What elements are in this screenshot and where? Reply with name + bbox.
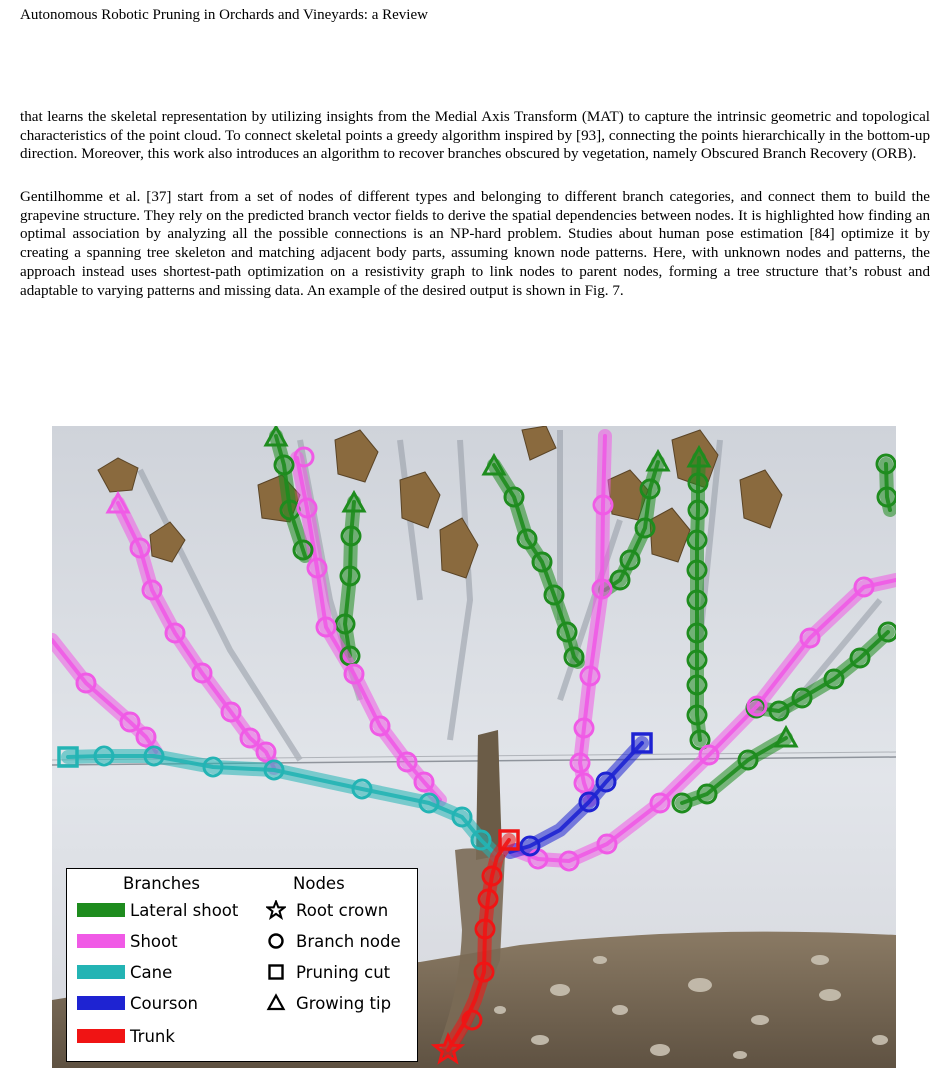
figure-legend	[66, 868, 418, 1062]
legend-label: Lateral shoot	[130, 900, 239, 920]
legend-label: Growing tip	[296, 993, 392, 1013]
legend-item-root-crown	[265, 899, 388, 921]
circle-icon	[265, 930, 287, 952]
legend-item-shoot	[77, 930, 178, 952]
legend-item-trunk	[77, 1025, 175, 1047]
legend-item-branch-node	[265, 930, 401, 952]
legend-label: Courson	[130, 993, 199, 1013]
legend-label: Root crown	[296, 900, 389, 920]
paragraph-2: Gentilhomme et al. [37] start from a set of nodes of different types and belonging to different branch categories, and connect them to build the grapevine structure. They rely on the predicted branch vector fields to derive the spatial dependencies between nodes. It is highlighted how finding an optimal association by analyzing all the possible connections is an NP-hard problem. Studies about human pose estimation [84] optimize it by creating a spanning tree skeleton and matching adjacent body parts, assuming known node patterns. Here, with unknown nodes and patterns, the approach instead uses shortest-path optimization on a resistivity graph to link nodes to parent nodes, forming a tree structure that’s robust and adaptable to varying patterns and missing data. An example of the desired output is shown in Fig. 7.	[20, 189, 930, 299]
legend-nodes-title: Nodes	[293, 874, 345, 893]
legend-label: Pruning cut	[296, 962, 391, 982]
trunk-swatch	[77, 1029, 125, 1043]
triangle-icon	[265, 992, 287, 1014]
lateral-shoot-swatch	[77, 903, 125, 917]
legend-item-cane	[77, 961, 172, 983]
courson-swatch	[77, 996, 125, 1010]
legend-label: Cane	[130, 962, 173, 982]
legend-label: Trunk	[130, 1026, 175, 1046]
legend-item-lateral-shoot	[77, 899, 238, 921]
legend-item-growing-tip	[265, 992, 391, 1014]
cane-swatch	[77, 965, 125, 979]
legend-item-pruning-cut	[265, 961, 390, 983]
paragraph-1: that learns the skeletal representation by utilizing insights from the Medial Axis Transform (MAT) to capture the intrinsic geometric and topological characteristics of the point cloud. To connect skeletal points a greedy algorithm inspired by [93], connecting the points hierarchically in the bottom-up direction. Moreover, this work also introduces an algorithm to recover branches obscured by vegetation, namely Obscured Branch Recovery (ORB).	[20, 109, 930, 163]
square-icon	[265, 961, 287, 983]
legend-branches-title: Branches	[123, 874, 200, 893]
legend-item-courson	[77, 992, 198, 1014]
shoot-swatch	[77, 934, 125, 948]
legend-label: Branch node	[296, 931, 401, 951]
legend-label: Shoot	[130, 931, 178, 951]
star-icon	[265, 899, 287, 921]
running-title: Autonomous Robotic Pruning in Orchards and Vineyards: a Review	[20, 7, 428, 23]
